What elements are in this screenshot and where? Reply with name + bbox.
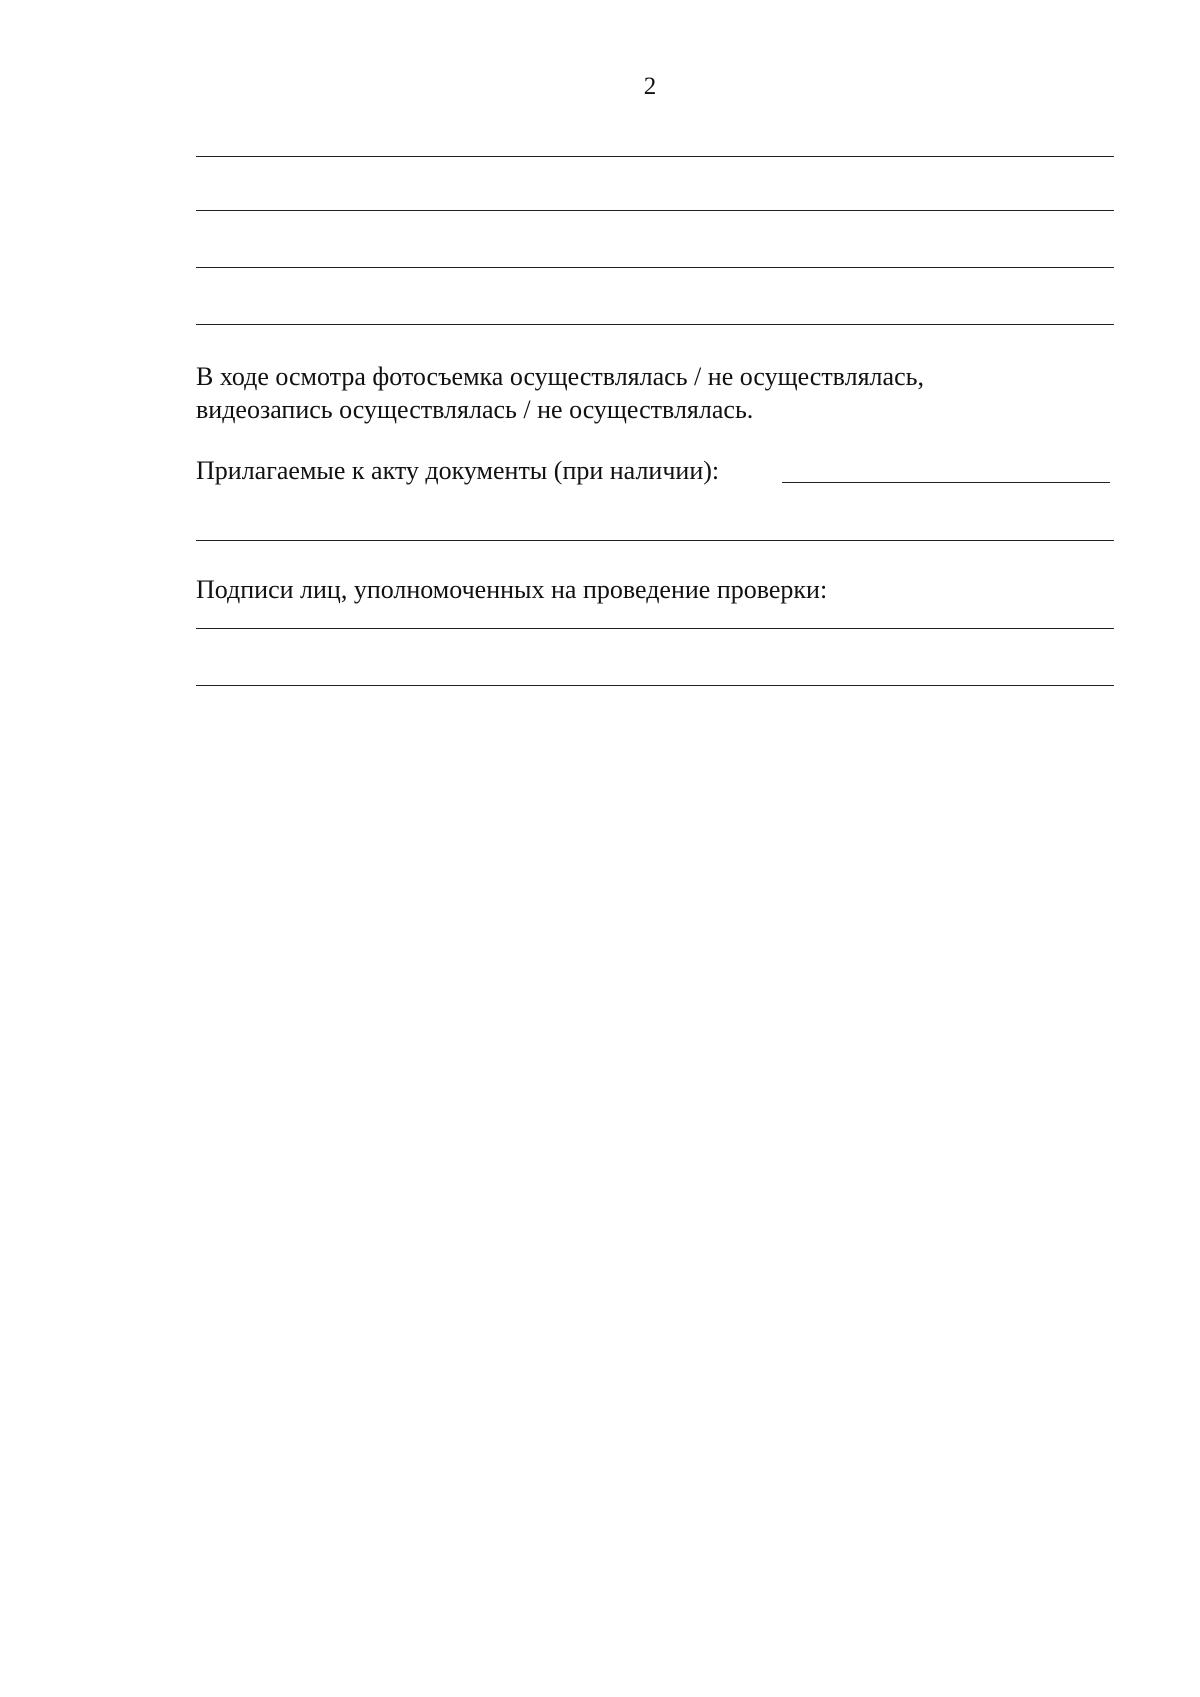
attachments-continuation-line: [196, 540, 1114, 541]
signature-line-2: [196, 685, 1114, 686]
blank-line-2: [196, 210, 1114, 211]
attachments-label: Прилагаемые к акту документы (при наличии):: [196, 456, 720, 485]
blank-line-4: [196, 324, 1114, 325]
blank-line-1: [196, 156, 1114, 157]
attachments-fill-line: [782, 482, 1110, 483]
page-number: 2: [643, 73, 657, 100]
signatures-label: Подписи лиц, уполномоченных на проведение проверки:: [196, 575, 828, 604]
signature-line-1: [196, 628, 1114, 629]
blank-line-3: [196, 267, 1114, 268]
inspection-video-text: видеозапись осуществлялась / не осуществлялась.: [196, 395, 754, 424]
inspection-photo-text: В ходе осмотра фотосъемка осуществлялась / не осуществлялась,: [196, 362, 924, 391]
